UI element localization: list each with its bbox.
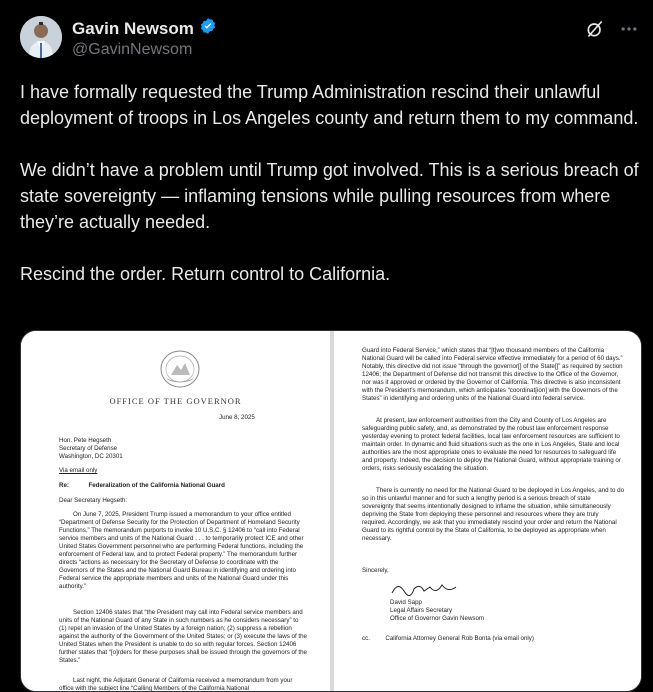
author-name-row[interactable] (72, 17, 217, 40)
signature-icon (390, 579, 460, 599)
avatar[interactable] (20, 16, 62, 58)
letter-paragraph: Section 12406 states that “the President may call into Federal service members and units of the National Guard of any State in such numbers as he considers necessary” to (1) repel an invasion of the United States by a foreign nation; (2) suppress a rebellion against the authority of the Government of the United States; or (3) execute the laws of the United States when the President is unable to do so with regular forces. Section 12406 further states that “[o]rders for these purposes shall be issued through the governors of the States.” (59, 609, 307, 664)
more-icon[interactable] (619, 19, 639, 44)
address-line: Secretary of Defense (59, 445, 118, 452)
tweet-paragraph: I have formally requested the Trump Administration rescind their unlawful deployment of troops in Los Angeles county and return them to my command. (20, 82, 639, 128)
cc-label: cc. (362, 635, 370, 642)
address-line: Hon. Pete Hegseth (59, 437, 112, 444)
closing: Sincerely, (362, 567, 389, 574)
tweet-media-image[interactable] (20, 330, 642, 692)
state-seal-icon (159, 349, 201, 389)
tweet-paragraph: Rescind the order. Return control to California. (20, 264, 391, 284)
verified-badge-icon (199, 17, 217, 40)
letter-page-2 (334, 331, 641, 691)
letter-paragraph: Last night, the Adjutant General of California received a memorandum from your office with the subject line “Calling Members of the California National (59, 677, 293, 692)
letter-paragraph: There is currently no need for the National Guard to be deployed in Los Angeles, and to do so in this unlawful manner and for such a lengthy period is a serious breach of state sovereignty that seems intentionally designed to inflame the situation, while simultaneously depriving the State from deploying these personnel and resources where they are truly required. Accordingly, we ask that you immediately rescind your order and return the National Guard to its rightful control by the State of California, to be deployed as appropriate when necessary. (362, 487, 625, 542)
subject-line (59, 482, 307, 490)
letter-paragraph: At present, law enforcement authorities from the City and County of Los Angeles are safeguarding public safety, and, as demonstrated by the robust law enforcement response yesterday evening to protect federal facilities, local law enforcement resources are sufficient to maintain order. In dynamic and fluid situations such as the one in Los Angeles, State and local authorities are the most appropriate ones to evaluate the need for resources to safeguard life and property. Indeed, the decision to deploy the National Guard, without appropriate training or orders, risks seriously escalating the situation. (362, 417, 621, 472)
signer-line: David Sapp (390, 599, 422, 606)
tweet-text (20, 79, 640, 313)
subject-text: Federalization of the California National Guard (88, 482, 225, 489)
cc-text: California Attorney General Rob Bonta (via email only) (385, 635, 534, 642)
signer-block (390, 599, 642, 623)
author-display-name[interactable]: Gavin Newsom (72, 18, 194, 38)
office-title: OFFICE OF THE GOVERNOR (109, 396, 242, 406)
grok-icon[interactable] (585, 19, 605, 44)
author-handle[interactable]: @GavinNewsom (72, 41, 193, 58)
tweet-actions-top (585, 19, 639, 44)
delivery-method: Via email only (59, 467, 98, 474)
signer-line: Legal Affairs Secretary (390, 607, 453, 614)
letter-date: June 8, 2025 (219, 414, 255, 421)
letter-page-1 (21, 331, 330, 691)
address-line: Washington, DC 20301 (59, 453, 123, 460)
subject-label: Re: (59, 482, 69, 489)
signer-line: Office of Governor Gavin Newsom (390, 615, 485, 622)
salutation: Dear Secretary Hegseth: (59, 497, 128, 504)
letter-paragraph: On June 7, 2025, President Trump issued a memorandum to your office entitled “Department of Defense Security for the Protection of Department of Homeland Security Functions.” The memorandum purports to invoke 10 U.S.C. § 12406 to “call into Federal service members and units of the National Guard . . . to temporarily protect ICE and other United States Government personnel who are performing Federal functions, including the enforcement of Federal law, and to protect Federal property.” The memorandum further directs “actions as necessary for the Secretary of Defense to coordinate with the Governors of the States and the National Guard Bureau in identifying and ordering into Federal service the appropriate members and units of the National Guard under this authority.” (59, 511, 304, 590)
letter-paragraph: Guard into Federal Service,” which states that “[t]wo thousand members of the California National Guard will be called into Federal service effective immediately for a period of 60 days.” Notably, this directive did not issue “through the governor[] of the State[]” as required by section 12406; the Department of Defense did not transmit this directive to the Office of the Governor, nor was it approved or ordered by the Governor of California. This directive is also inconsistent with the President’s memorandum, which anticipates “coordinat[ion] with the Governors of the States” in identifying and ordering units of the National Guard into federal service. (362, 347, 623, 402)
cc-line (362, 635, 624, 643)
tweet-paragraph: We didn’t have a problem until Trump got involved. This is a serious breach of state sovereignty — inflaming tensions while pulling resources from where they’re actually needed. (20, 160, 639, 232)
recipient-address (59, 437, 307, 461)
